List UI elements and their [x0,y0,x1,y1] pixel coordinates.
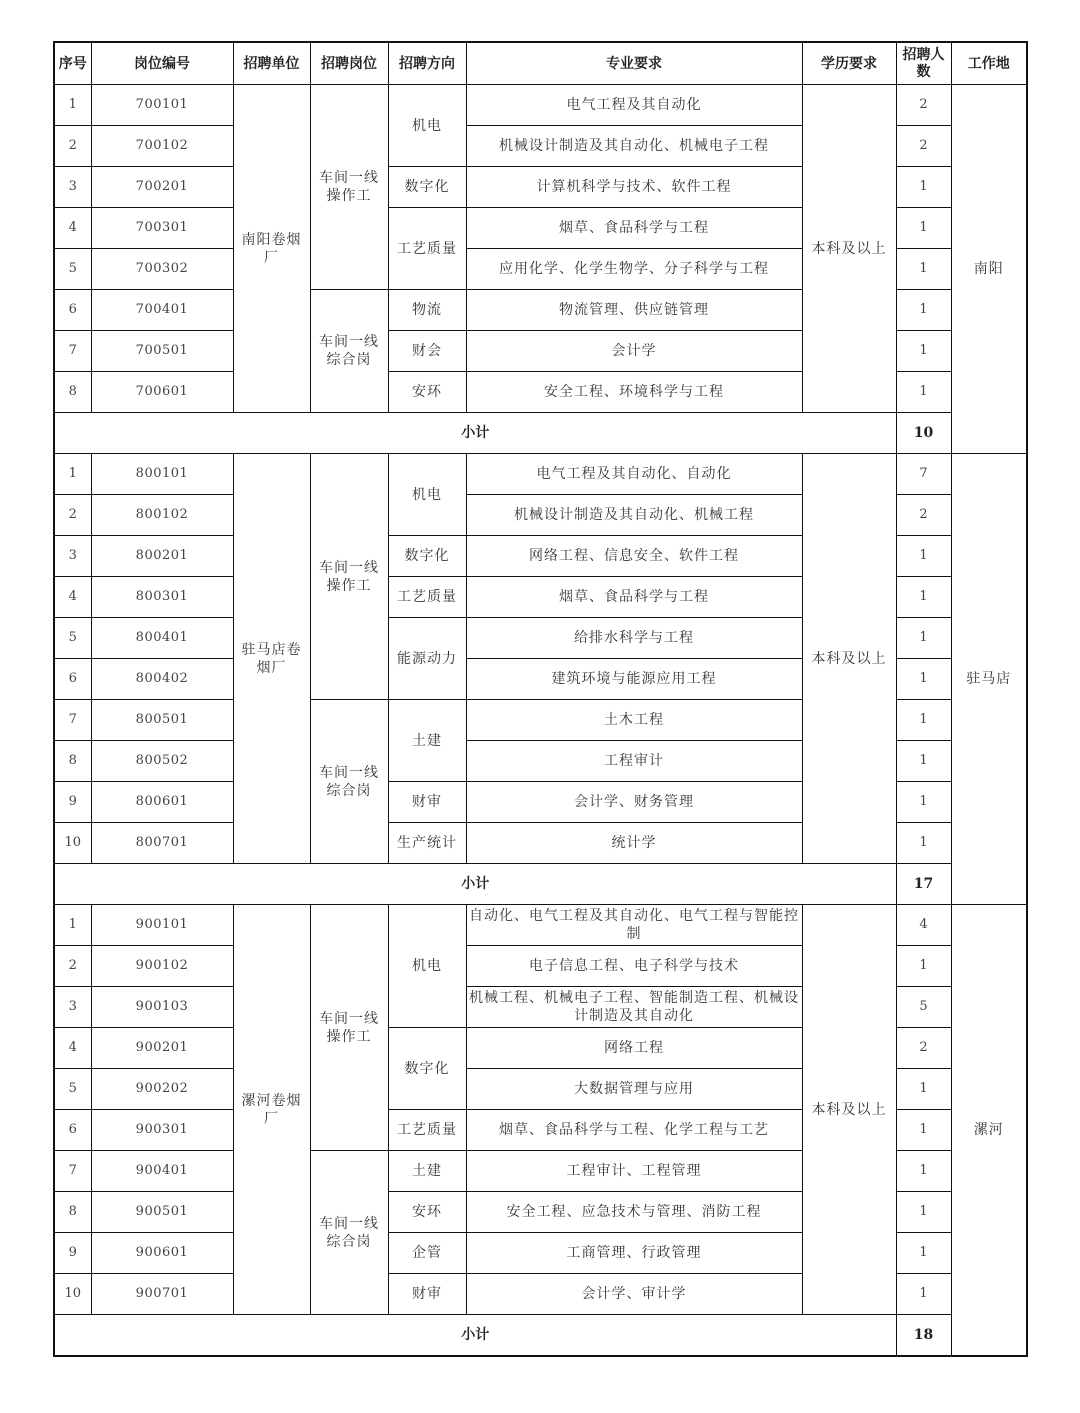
recruiting-direction: 数字化 [388,536,466,577]
row-number: 8 [54,741,91,782]
row-number: 3 [54,536,91,577]
major-requirement: 统计学 [466,823,802,864]
major-requirement: 机械设计制造及其自动化、机械电子工程 [466,126,802,167]
position-code: 800701 [91,823,233,864]
recruiting-direction: 生产统计 [388,823,466,864]
major-requirement: 应用化学、化学生物学、分子科学与工程 [466,249,802,290]
row-number: 1 [54,905,91,946]
recruiting-direction: 工艺质量 [388,577,466,618]
row-number: 9 [54,782,91,823]
major-requirement: 计算机科学与技术、软件工程 [466,167,802,208]
recruiting-direction: 工艺质量 [388,1110,466,1151]
hiring-count: 2 [896,1028,951,1069]
hiring-count: 5 [896,987,951,1028]
recruiting-unit-label: 南阳卷烟厂 [241,231,302,266]
recruiting-direction: 安环 [388,372,466,413]
recruiting-position-label: 车间一线操作工 [319,559,379,594]
row-number: 8 [54,372,91,413]
major-requirement: 机械工程、机械电子工程、智能制造工程、机械设计制造及其自动化 [466,987,802,1028]
major-requirement: 工程审计 [466,741,802,782]
subtotal-label: 小计 [54,1315,896,1357]
recruiting-position-label: 车间一线操作工 [319,170,379,204]
recruiting-direction: 企管 [388,1233,466,1274]
education-requirement: 本科及以上 [802,85,896,413]
header-row [54,42,1027,85]
recruiting-direction: 财会 [388,331,466,372]
row-number: 3 [54,167,91,208]
recruiting-direction: 安环 [388,1192,466,1233]
position-code: 900201 [91,1028,233,1069]
recruiting-position [310,85,388,290]
position-code: 800601 [91,782,233,823]
header-no: 序号 [54,42,91,85]
recruiting-unit [233,905,310,1315]
major-requirement: 工程审计、工程管理 [466,1151,802,1192]
recruiting-direction: 能源动力 [388,618,466,700]
major-requirement: 给排水科学与工程 [466,618,802,659]
row-number: 1 [54,454,91,495]
header-position: 招聘岗位 [310,42,388,85]
recruiting-position-label: 车间一线操作工 [319,1010,379,1045]
position-code: 900102 [91,946,233,987]
row-number: 3 [54,987,91,1028]
workplace: 漯河 [951,905,1027,1357]
position-code: 800401 [91,618,233,659]
row-number: 5 [54,1069,91,1110]
hiring-count: 1 [896,208,951,249]
major-requirement: 建筑环境与能源应用工程 [466,659,802,700]
hiring-count: 2 [896,85,951,126]
row-number: 2 [54,495,91,536]
major-requirement: 大数据管理与应用 [466,1069,802,1110]
recruiting-position [310,905,388,1151]
major-requirement: 网络工程 [466,1028,802,1069]
recruiting-unit-label: 驻马店卷烟厂 [241,641,302,676]
recruiting-direction: 土建 [388,1151,466,1192]
hiring-count: 4 [896,905,951,946]
major-requirement: 会计学 [466,331,802,372]
row-number: 10 [54,1274,91,1315]
education-requirement: 本科及以上 [802,905,896,1315]
position-code: 700501 [91,331,233,372]
major-requirement: 自动化、电气工程及其自动化、电气工程与智能控制 [466,905,802,946]
position-code: 800301 [91,577,233,618]
recruiting-unit-label: 漯河卷烟厂 [241,1092,302,1127]
hiring-count: 1 [896,1110,951,1151]
hiring-count: 1 [896,290,951,331]
hiring-count: 1 [896,700,951,741]
position-code: 700201 [91,167,233,208]
position-code: 800102 [91,495,233,536]
row-number: 6 [54,1110,91,1151]
header-count-label: 招聘人数 [902,46,945,80]
table-row [54,85,1027,126]
position-code: 900103 [91,987,233,1028]
row-number: 2 [54,946,91,987]
hiring-count: 1 [896,782,951,823]
row-number: 6 [54,290,91,331]
recruiting-unit [233,85,310,413]
position-code: 900701 [91,1274,233,1315]
position-code: 800502 [91,741,233,782]
subtotal-label: 小计 [54,864,896,905]
position-code: 800201 [91,536,233,577]
recruiting-direction: 机电 [388,454,466,536]
workplace: 驻马店 [951,454,1027,905]
recruiting-direction: 数字化 [388,167,466,208]
hiring-count: 1 [896,1274,951,1315]
hiring-count: 2 [896,495,951,536]
subtotal-row [54,864,1027,905]
recruiting-direction: 土建 [388,700,466,782]
major-requirement: 电气工程及其自动化、自动化 [466,454,802,495]
position-code: 900401 [91,1151,233,1192]
subtotal-row [54,1315,1027,1357]
subtotal-row [54,413,1027,454]
major-requirement: 会计学、财务管理 [466,782,802,823]
header-unit: 招聘单位 [233,42,310,85]
row-number: 4 [54,208,91,249]
header-workplace: 工作地 [951,42,1027,85]
row-number: 7 [54,1151,91,1192]
hiring-count: 1 [896,946,951,987]
major-requirement: 烟草、食品科学与工程 [466,208,802,249]
recruiting-position [310,454,388,700]
recruiting-position [310,1151,388,1315]
major-requirement: 网络工程、信息安全、软件工程 [466,536,802,577]
recruiting-unit [233,454,310,864]
position-code: 700302 [91,249,233,290]
major-requirement: 电气工程及其自动化 [466,85,802,126]
position-code: 800101 [91,454,233,495]
recruiting-direction: 机电 [388,905,466,1028]
hiring-count: 1 [896,659,951,700]
position-code: 900202 [91,1069,233,1110]
subtotal-count: 17 [896,864,951,905]
major-requirement: 土木工程 [466,700,802,741]
hiring-count: 1 [896,823,951,864]
header-code: 岗位编号 [91,42,233,85]
workplace: 南阳 [951,85,1027,454]
position-code: 900601 [91,1233,233,1274]
subtotal-count: 10 [896,413,951,454]
major-requirement: 会计学、审计学 [466,1274,802,1315]
hiring-count: 1 [896,577,951,618]
hiring-count: 1 [896,1233,951,1274]
hiring-count: 1 [896,1069,951,1110]
major-requirement: 电子信息工程、电子科学与技术 [466,946,802,987]
position-code: 800402 [91,659,233,700]
row-number: 7 [54,331,91,372]
recruiting-position-label: 车间一线综合岗 [319,334,379,368]
recruiting-direction: 数字化 [388,1028,466,1110]
row-number: 9 [54,1233,91,1274]
position-code: 900101 [91,905,233,946]
row-number: 5 [54,249,91,290]
hiring-count: 1 [896,741,951,782]
recruiting-direction: 机电 [388,85,466,167]
recruiting-direction: 财审 [388,1274,466,1315]
header-count [896,42,951,85]
table-row [54,905,1027,946]
recruiting-position-label: 车间一线综合岗 [319,764,379,799]
header-education: 学历要求 [802,42,896,85]
row-number: 10 [54,823,91,864]
recruitment-table [53,41,1028,1357]
row-number: 7 [54,700,91,741]
position-code: 700301 [91,208,233,249]
hiring-count: 1 [896,372,951,413]
row-number: 1 [54,85,91,126]
hiring-count: 1 [896,1151,951,1192]
position-code: 800501 [91,700,233,741]
table-row [54,454,1027,495]
recruiting-position [310,290,388,413]
subtotal-count: 18 [896,1315,951,1357]
position-code: 700101 [91,85,233,126]
position-code: 700601 [91,372,233,413]
subtotal-label: 小计 [54,413,896,454]
row-number: 4 [54,1028,91,1069]
education-requirement: 本科及以上 [802,454,896,864]
hiring-count: 7 [896,454,951,495]
major-requirement: 工商管理、行政管理 [466,1233,802,1274]
header-direction: 招聘方向 [388,42,466,85]
row-number: 5 [54,618,91,659]
hiring-count: 1 [896,167,951,208]
recruiting-direction: 工艺质量 [388,208,466,290]
hiring-count: 1 [896,536,951,577]
position-code: 700102 [91,126,233,167]
hiring-count: 1 [896,1192,951,1233]
major-requirement: 烟草、食品科学与工程 [466,577,802,618]
hiring-count: 1 [896,618,951,659]
recruiting-position-label: 车间一线综合岗 [319,1215,379,1250]
row-number: 8 [54,1192,91,1233]
header-major: 专业要求 [466,42,802,85]
recruiting-direction: 物流 [388,290,466,331]
row-number: 6 [54,659,91,700]
position-code: 900501 [91,1192,233,1233]
recruiting-direction: 财审 [388,782,466,823]
position-code: 700401 [91,290,233,331]
position-code: 900301 [91,1110,233,1151]
major-requirement: 安全工程、环境科学与工程 [466,372,802,413]
hiring-count: 1 [896,249,951,290]
row-number: 2 [54,126,91,167]
major-requirement: 安全工程、应急技术与管理、消防工程 [466,1192,802,1233]
major-requirement: 机械设计制造及其自动化、机械工程 [466,495,802,536]
recruiting-position [310,700,388,864]
row-number: 4 [54,577,91,618]
hiring-count: 1 [896,331,951,372]
major-requirement: 烟草、食品科学与工程、化学工程与工艺 [466,1110,802,1151]
major-requirement: 物流管理、供应链管理 [466,290,802,331]
hiring-count: 2 [896,126,951,167]
